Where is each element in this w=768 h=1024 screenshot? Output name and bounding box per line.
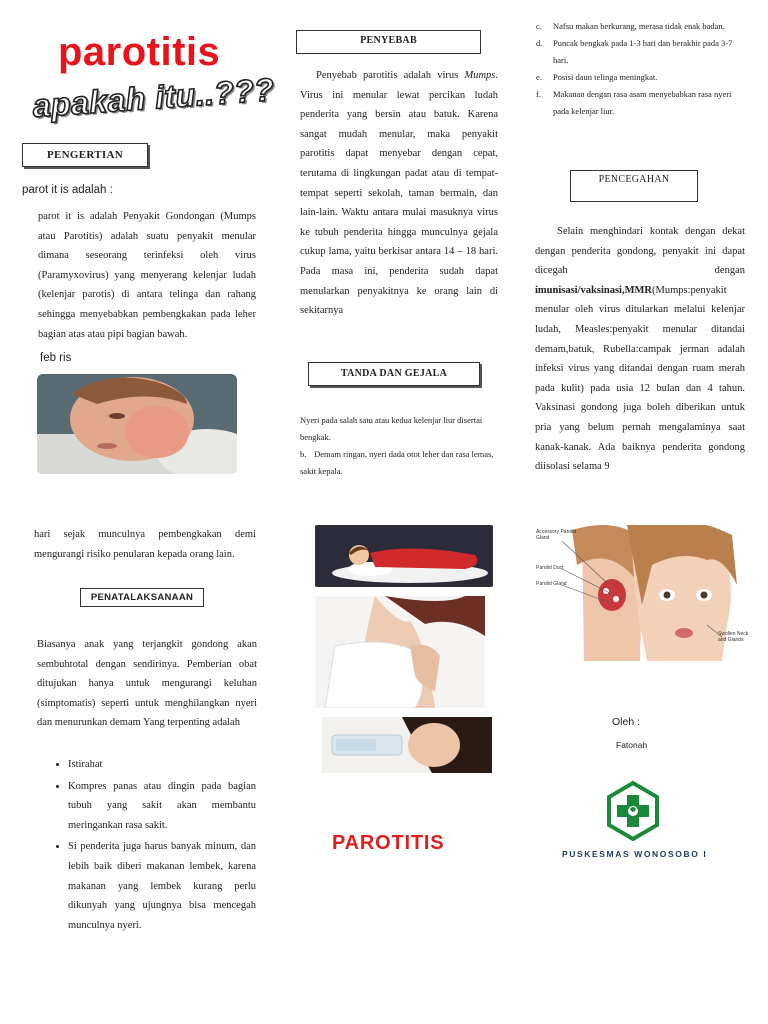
- prevention-paragraph: [535, 222, 745, 477]
- symptom-text: Posisi daun telinga meningkat.: [553, 72, 658, 82]
- penatalaksanaan-heading: PENATALAKSANAAN: [80, 588, 204, 607]
- cause-lead: Penyebab parotitis adalah virus: [316, 70, 465, 81]
- bullet-item: • Si penderita juga harus banyak minum, dan lebih baik diberi makanan lembek, karena makanan yang lembek kurang perlu dikunyah yang ujungnya bisa mencegah munculnya nyeri.: [68, 837, 256, 935]
- treatment-paragraph: Biasanya anak yang terjangkit gondong akan sembuhtotal dengan sendirinya. Pemberian obat ditujukan hanya untuk mengurangi keluhan (simptomatis) seperti untuk menghilangkan nyeri dan menurunkan demam Yang terpenting adalah: [37, 639, 257, 729]
- parotitis-banner: PAROTITIS: [332, 832, 445, 854]
- author-name: Fatonah: [616, 740, 648, 750]
- treatment-bullets: [50, 755, 256, 937]
- page-title: parotitis: [58, 30, 221, 74]
- diagram-label: Accessory Parotid Gland: [536, 529, 577, 541]
- diagram-label: Swollen Neck and Glands: [718, 631, 749, 643]
- symptom-a: Nyeri pada salah satu atau kedua kelenjar liur disertai bengkak.: [300, 415, 483, 442]
- intro-text: parot it is adalah :: [22, 184, 113, 196]
- cause-paragraph: [300, 66, 498, 321]
- diagram-label: Parotid Gland: [536, 581, 567, 587]
- symptom-item: [536, 69, 746, 86]
- prevention-text-1: Selain menghindari kontak dengan dekat dengan penderita gondong, penyakit ini dapat dicegah dengan: [535, 226, 745, 277]
- febris-text: feb ris: [40, 352, 72, 364]
- symptom-b-text: Demam ringan, nyeri dada otot leher dan rasa lemas, sakit kepala.: [300, 449, 494, 476]
- organization-name: PUSKESMAS WONOSOBO I: [562, 849, 708, 859]
- symptom-text: Nafsu makan berkurang, merasa tidak enak badan.: [553, 21, 725, 31]
- gejala-heading: TANDA DAN GEJALA: [308, 362, 480, 386]
- symptom-text: Makanan dengan rasa asam menyebabkan rasa nyeri pada kelenjar liur.: [553, 89, 732, 116]
- prevention-vaccine: imunisasi/vaksinasi,MMR: [535, 284, 652, 296]
- diagram-label: Parotid Duct: [536, 565, 564, 571]
- cause-text: . Virus ini menular lewat percikan ludah penderita yang bersin atau batuk. Karena sangat mudah menular, maka penyakit parotitis dapat menyebar dengan cepat, terutama di lingkungan padat atau di tempat-tempat seperti sekolah, taman bermain, dan lain-lain. Waktu antara mulai masuknya virus ke tubuh penderita hingga munculnya gejala cukup lama, yaitu berkisar antara 14 – 18 hari. Pada masa ini, penderita sudah dapat menularkan penyakitnya ke orang lain di sekitarnya: [300, 70, 498, 317]
- resting-child-illustration: [315, 525, 493, 587]
- symptom-item: [536, 18, 746, 35]
- symptom-list-continued: [536, 18, 746, 120]
- neck-compress-photo: [315, 596, 485, 708]
- bullet-item: • Istirahat: [68, 755, 256, 775]
- definition-text: parot it is adalah Penyakit Gondongan (Mumps atau Parotitis) adalah suatu penyakit menular dimana seseorang terinfeksi oleh virus (Paramyxovirus) yang menyerang kelenjar ludah (kelenjar parotis) di antara telinga dan rahang sehingga menyebabkan pembengkakan pada leher bagian atas atau pipi bagian bawah.: [38, 211, 256, 340]
- drinking-water-photo: [322, 717, 492, 773]
- symptom-marker: e.: [536, 72, 542, 82]
- page-subtitle: apakah itu..???: [31, 71, 276, 125]
- symptom-item: [536, 35, 746, 69]
- cause-virus-name: Mumps: [464, 70, 496, 81]
- author-label: Oleh :: [612, 716, 641, 728]
- parotid-gland-diagram: [522, 525, 754, 661]
- symptom-marker: d.: [536, 38, 543, 48]
- symptom-b-marker: b.: [300, 449, 307, 459]
- symptom-marker: f.: [536, 89, 541, 99]
- symptom-marker: c.: [536, 21, 542, 31]
- symptom-b: [300, 446, 498, 480]
- isolation-continuation: hari sejak munculnya pembengkakan demi mengurangi risiko penularan kepada orang lain.: [34, 529, 256, 560]
- pencegahan-heading: PENCEGAHAN: [570, 170, 698, 202]
- definition-paragraph: [38, 207, 256, 344]
- prevention-text-2: (Mumps:penyakit menular oleh virus ditularkan melalui kelenjar ludah, Measles:penyakit menular ditandai demam,batuk, Rubella:campak jerman adalah infeksi virus yang ditandai dengan ruam merah pada kulit) pada usia 12 bulan dan 4 tahun. Vaksinasi gondong juga boleh diberikan untuk pria yang belum pernah mengalaminya saat kanak-kanak. Ada baiknya penderita gondong diisolasi selama 9: [535, 284, 745, 473]
- symptom-text: Puncak bengkak pada 1-3 hari dan berakhir pada 3-7 hari.: [553, 38, 733, 65]
- puskesmas-logo: [605, 781, 661, 841]
- child-swollen-cheek-photo: [37, 374, 237, 474]
- bullet-item: • Kompres panas atau dingin pada bagian tubuh yang sakit akan membantu meringankan rasa sakit.: [68, 777, 256, 836]
- penyebab-heading: PENYEBAB: [296, 30, 481, 54]
- symptom-item: [536, 86, 746, 120]
- pengertian-heading: PENGERTIAN: [22, 143, 148, 167]
